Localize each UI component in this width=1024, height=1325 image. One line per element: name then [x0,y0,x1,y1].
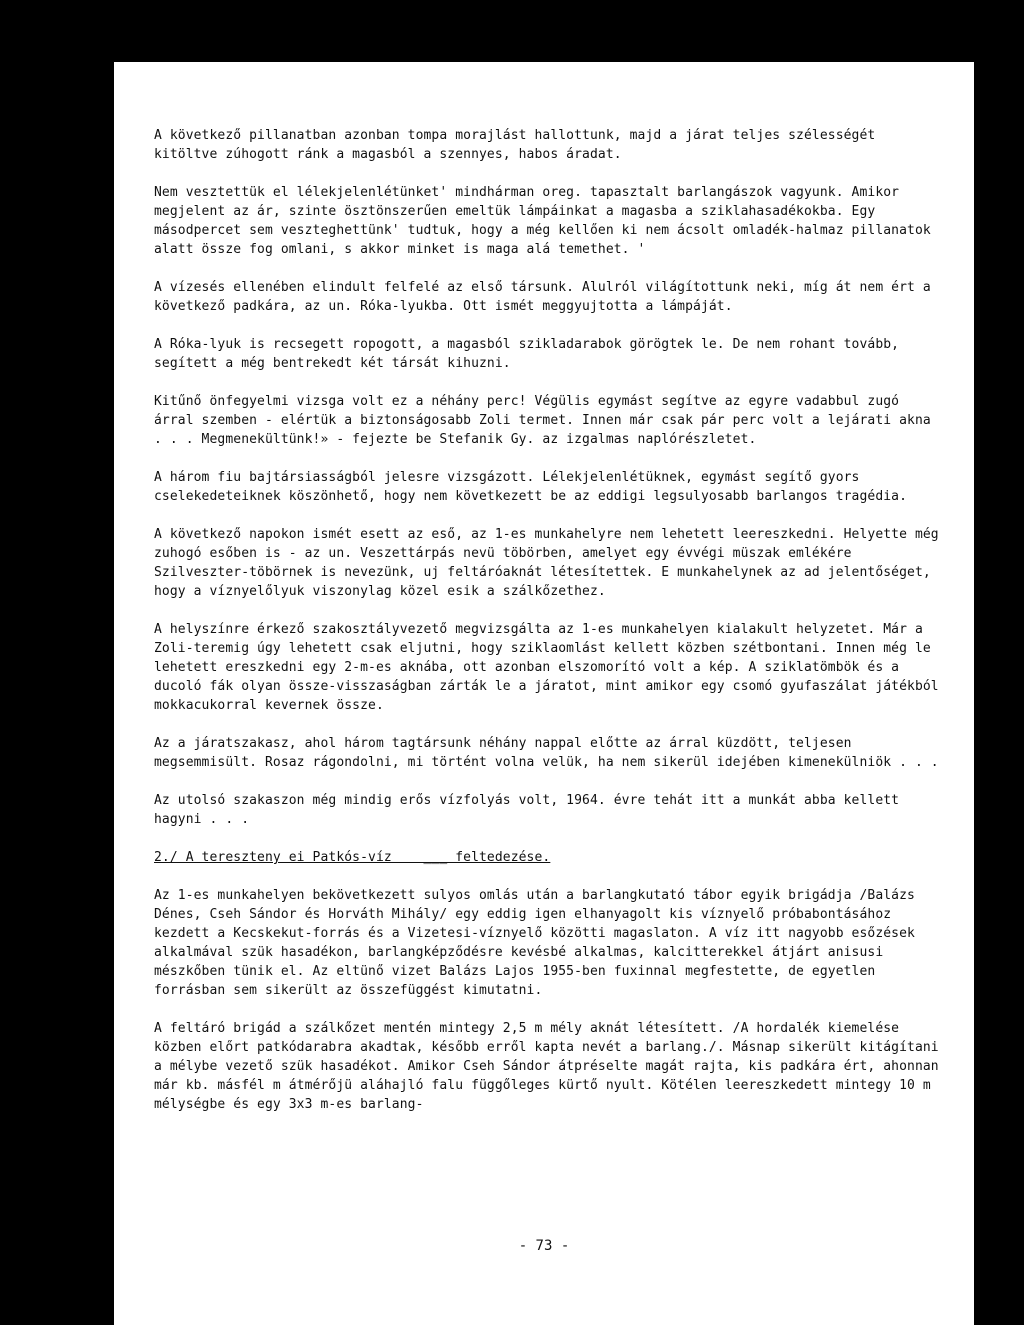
paragraph-10: Az utolsó szakaszon még mindig erős vízfolyás volt, 1964. évre tehát itt a munkát abba kellett hagyni . . . [154,793,900,827]
paragraph-9: Az a járatszakasz, ahol három tagtársunk néhány nappal előtte az árral küzdött, teljesen megsemmisült. Rosaz rágondolni, mi történt volna velük, ha nem sikerül idejében kimenekülniök . . . [154,736,939,770]
paragraph-12: A feltáró brigád a szálkőzet mentén mintegy 2,5 m mély aknát létesített. /A hordalék kiemelése közben előrt patkódarabra akadtak, később erről kapta nevét a barlang./. Másnap sikerült kitágítani a mélybe vezető szük hasadékot. Amikor Cseh Sándor átpréselte magát rajta, kis padkára ért, ahonnan már kb. másfél m átmérőjü aláhajló falu függőleges kürtő nyult. Kötélen leereszkedett mintegy 10 m mélységbe és egy 3x3 m-es barlang- [154,1021,939,1112]
paragraph-11: Az 1-es munkahelyen bekövetkezett sulyos omlás után a barlangkutató tábor egyik brigádja /Balázs Dénes, Cseh Sándor és Horváth Mihály/ egy eddig igen elhanyagolt kis víznyelő próbabontásához kezdett a Kecskekut-forrás és a Vizetesi-víznyelő közötti magaslaton. A víz itt nagyobb esőzések alkalmával szük hasadékon, barlangképződésre kevésbé alkalmas, kalcitterekkel átjárt anisusi mészkőben tünik el. Az eltünő vizet Balázs Lajos 1955-ben fuxinnal megfestette, de egyetlen forrásban sem sikerült az összefüggést kimutatni. [154,888,915,998]
page-content [154,126,944,1133]
paragraph-5: Kitűnő önfegyelmi vizsga volt ez a néhány perc! Végülis egymást segítve az egyre vadabbul zugó árral szemben - elértük a biztonságosabb Zoli termet. Innen már csak pár perc volt a lejárati akna . . . Megmenekültünk!» - fejezte be Stefanik Gy. az izgalmas naplórészletet. [154,394,931,447]
document-page [114,62,974,1325]
page-number: - 73 - [518,1238,570,1254]
paragraph-2: Nem vesztettük el lélekjelenlétünket' mindhárman oreg. tapasztalt barlangászok vagyunk. Amikor megjelent az ár, szinte ösztönszerűen emeltük lámpáinkat a magasba a sziklahasadékokba. Egy másodpercet sem veszteghettünk' tudtuk, hogy a még kellően ki nem ácsolt omladék-halmaz pillanatok alatt össze fog omlani, s akkor minket is maga alá temethet. ' [154,185,931,257]
paragraph-4: A Róka-lyuk is recsegett ropogott, a magasból szikladarabok görögtek le. De nem rohant tovább, segített a még bentrekedt két társát kihuzni. [154,337,900,371]
paragraph-3: A vízesés ellenében elindult felfelé az első társunk. Alulról világítottunk neki, míg át nem ért a következő padkára, az un. Róka-lyukba. Ott ismét meggyujtotta a lámpáját. [154,280,931,314]
paragraph-1: A következő pillanatban azonban tompa morajlást hallottunk, majd a járat teljes szélességét kitöltve zúhogott ránk a magasból a szennyes, habos áradat. [154,128,876,162]
paragraph-8: A helyszínre érkező szakosztályvezető megvizsgálta az 1-es munkahelyen kialakult helyzetet. Már a Zoli-teremig úgy lehetett csak eljutni, hogy sziklaomlást kellett közben szétbontani. Innen még le lehetett ereszkedni egy 2-m-es aknába, ott azonban elszomorító volt a kép. A sziklatömbök és a ducoló fák olyan össze-visszaságban zárták le a járatot, mint amikor egy csomó gyufaszálat játékból mokkacukorral kevernek össze. [154,622,939,713]
section-heading: 2./ A tereszteny ei Patkós-víz ___ feltedezése. [154,850,551,865]
paragraph-7: A következő napokon ismét esett az eső, az 1-es munkahelyre nem lehetett leereszkedni. Helyette még zuhogó esőben is - az un. Veszettárpás nevü töbörben, amelyet egy évvégi müszak emlékére Szilveszter-töbörnek is nevezünk, uj feltáróaknát létesítettek. E munkahelynek az ad jelentőséget, hogy a víznyelőlyuk viszonylag közel esik a szálkőzethez. [154,527,939,599]
paragraph-6: A három fiu bajtársiasságból jelesre vizsgázott. Lélekjelenlétüknek, egymást segítő gyors cselekedeteiknek köszönhető, hogy nem következett be az eddigi legsulyosabb barlangos tragédia. [154,470,908,504]
